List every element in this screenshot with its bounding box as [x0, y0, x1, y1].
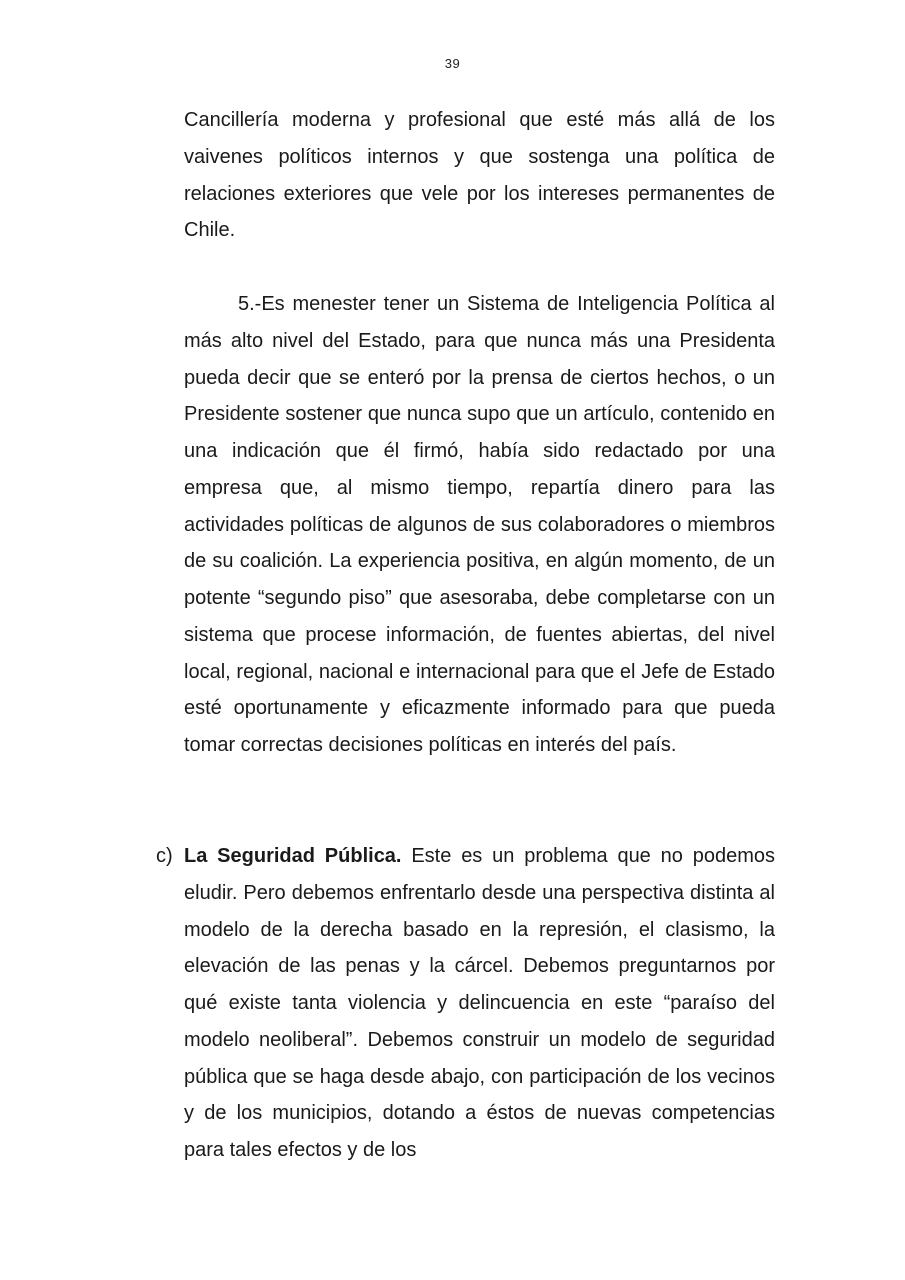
section-c-paragraph — [184, 838, 775, 1169]
section-c-heading: La Seguridad Pública. — [184, 845, 402, 867]
list-marker-c: c) — [156, 845, 173, 867]
paragraph-continuation: Cancillería moderna y profesional que esté más allá de los vaivenes políticos internos y que sostenga una política de relaciones exteriores que vele por los intereses permanentes de Chile. — [184, 109, 775, 242]
section-c-body: Este es un problema que no podemos eludir. Pero debemos enfrentarlo desde una perspectiva distinta al modelo de la derecha basado en la represión, el clasismo, la elevación de las penas y la cárcel. Debemos preguntarnos por qué existe tanta violencia y delincuencia en este “paraíso del modelo neoliberal”. Debemos construir un modelo de seguridad pública que se haga desde abajo, con participación de los vecinos y de los municipios, dotando a éstos de nuevas competencias para tales efectos y de los — [184, 845, 775, 1161]
page-number: 39 — [444, 56, 461, 71]
paragraph-point-5: 5.-Es menester tener un Sistema de Inteligencia Política al más alto nivel del Estado, para que nunca más una Presidenta pueda decir que se enteró por la prensa de ciertos hechos, o un Presidente sostener que nunca supo que un artículo, contenido en una indicación que él firmó, había sido redactado por una empresa que, al mismo tiempo, repartía dinero para las actividades políticas de algunos de sus colaboradores o miembros de su coalición. La experiencia positiva, en algún momento, de un potente “segundo piso” que asesoraba, debe completarse con un sistema que procese información, de fuentes abiertas, del nivel local, regional, nacional e internacional para que el Jefe de Estado esté oportunamente y eficazmente informado para que pueda tomar correctas decisiones políticas en interés del país. — [184, 293, 775, 756]
